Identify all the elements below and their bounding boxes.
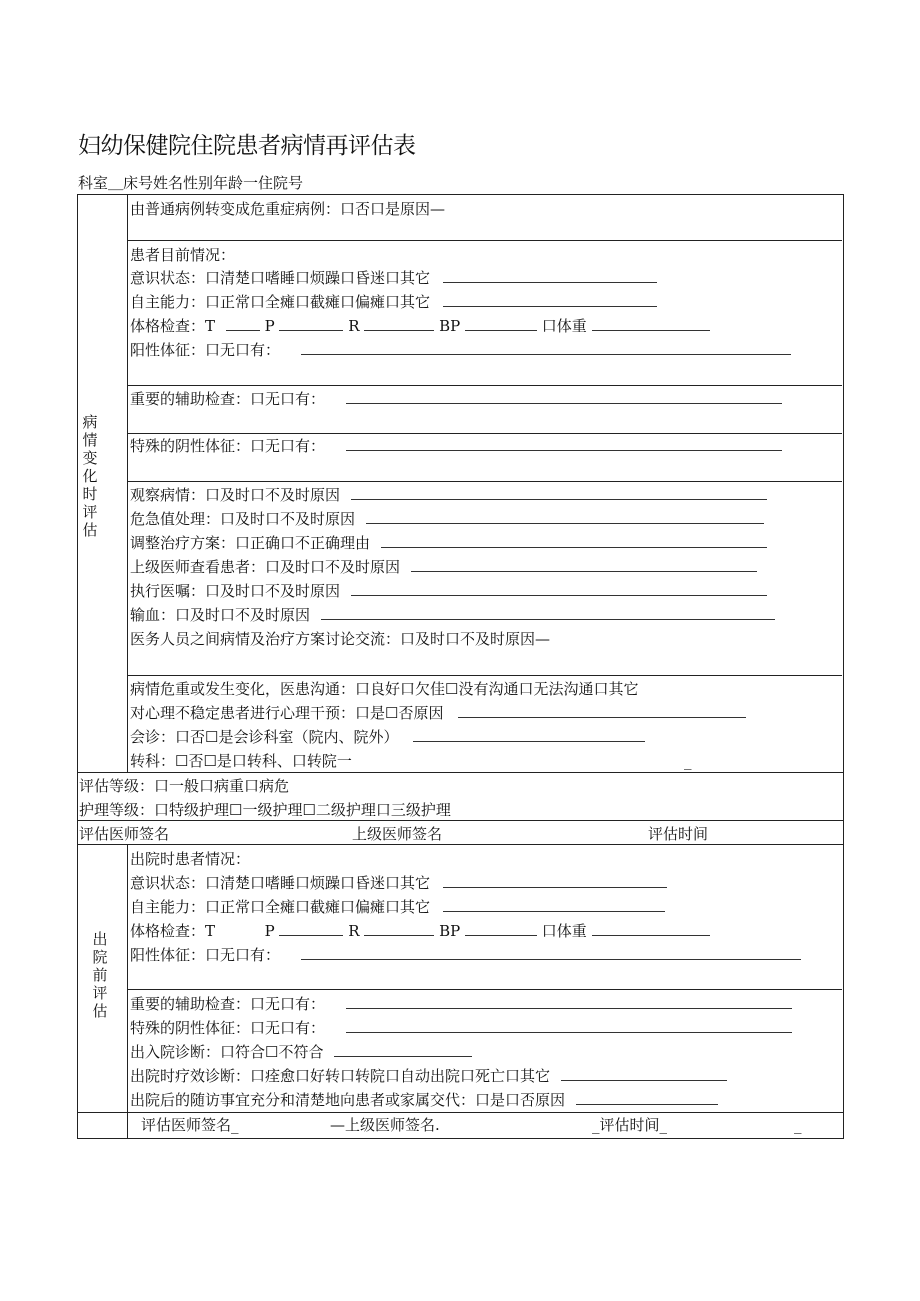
final-tail: _ (794, 1116, 802, 1134)
critical-value-blank[interactable] (366, 509, 764, 524)
exam-r-label: R (348, 317, 360, 335)
discharge-followup-text: 出院后的随访事宜充分和清楚地向患者或家属交代：口是口否原因 (130, 1091, 566, 1109)
adjust-blank[interactable] (381, 533, 767, 548)
sig-doctor: 评估医师签名 (79, 825, 170, 843)
adjust-text: 调整治疗方案：口正确口不正确理由 (130, 534, 371, 552)
discharge-consciousness-text: 意识状态：口清楚口嗜睡口烦躁口昏迷口其它 (130, 874, 431, 892)
discharge-aux-blank[interactable] (346, 994, 792, 1009)
exam-p-label: P (264, 317, 275, 335)
inpatient-eval-label: 病 情 变 化 时 评 估 (82, 413, 98, 539)
row-divider (77, 1112, 843, 1113)
orders-line (130, 581, 767, 601)
final-time: _评估时间_ (592, 1116, 668, 1134)
psych-line (130, 703, 746, 723)
transfusion-line (130, 605, 775, 625)
discharge-exam-r-blank[interactable] (364, 921, 434, 936)
senior-line (130, 557, 757, 577)
discharge-outcome-blank[interactable] (561, 1066, 727, 1081)
final-doctor-sig: 评估医师签名_ (141, 1116, 239, 1134)
aux-exam-blank[interactable] (346, 389, 782, 404)
psych-text: 对心理不稳定患者进行心理干预：口是☐否原因 (130, 704, 444, 722)
transfer-line (130, 751, 352, 771)
transfusion-text: 输血：口及时口不及时原因 (130, 606, 311, 624)
consult-line (130, 727, 645, 747)
nursing-level: 护理等级：口特级护理☐一级护理☐二级护理口三级护理 (79, 801, 451, 819)
discharge-diagnosis-blank[interactable] (334, 1042, 472, 1057)
discharge-consciousness-line (130, 873, 667, 893)
row-divider (77, 772, 843, 773)
negative-signs-text: 特殊的阴性体征：口无口有： (130, 437, 326, 455)
discussion-line: 医务人员之间病情及治疗方案讨论交流：口及时口不及时原因— (130, 630, 551, 648)
observe-blank[interactable] (351, 485, 767, 500)
critical-value-line (130, 509, 764, 529)
discharge-exam-bp-label: BP (439, 922, 461, 940)
side-column-divider (127, 194, 128, 772)
autonomy-line (130, 292, 657, 312)
discharge-positive-text: 阳性体征：口无口有： (130, 946, 281, 964)
sig-time: 评估时间 (648, 825, 709, 843)
form-title: 妇幼保健院住院患者病情再评估表 (78, 133, 416, 159)
discharge-exam-line (130, 921, 710, 941)
discharge-negative-line (130, 1018, 792, 1038)
sig-senior: 上级医师签名 (352, 825, 443, 843)
row-divider (127, 385, 842, 386)
exam-r-blank[interactable] (364, 316, 434, 331)
positive-signs-line (130, 340, 791, 360)
transfusion-blank[interactable] (321, 605, 775, 620)
discharge-negative-blank[interactable] (346, 1018, 792, 1033)
orders-text: 执行医嘱：口及时口不及时原因 (130, 582, 341, 600)
side-column-divider-2 (127, 844, 128, 1138)
exam-p-blank[interactable] (279, 316, 343, 331)
eval-level: 评估等级：口一般口病重口病危 (79, 777, 290, 795)
positive-signs-blank[interactable] (301, 340, 791, 355)
physical-exam-line (130, 316, 710, 336)
consult-blank[interactable] (413, 727, 645, 742)
exam-bp-label: BP (439, 317, 461, 335)
discharge-exam-r-label: R (348, 922, 360, 940)
negative-signs-blank[interactable] (346, 436, 782, 451)
orders-blank[interactable] (351, 581, 767, 596)
discharge-diagnosis-line (130, 1042, 472, 1062)
discharge-autonomy-blank[interactable] (443, 897, 665, 912)
discharge-exam-weight-blank[interactable] (592, 921, 710, 936)
senior-blank[interactable] (411, 557, 757, 572)
discharge-exam-p-label: P (264, 922, 275, 940)
discharge-exam-label: 体格检查：T (130, 922, 216, 940)
discharge-followup-blank[interactable] (576, 1090, 718, 1105)
discharge-exam-bp-blank[interactable] (465, 921, 537, 936)
row-divider (127, 989, 842, 990)
row-divider (77, 844, 843, 845)
row-divider (127, 433, 842, 434)
exam-t-blank[interactable] (226, 316, 260, 331)
discharge-aux-line (130, 994, 792, 1014)
discharge-title: 出院时患者情况： (130, 850, 251, 868)
aux-exam-line (130, 389, 782, 409)
discharge-exam-t-blank[interactable] (226, 921, 260, 936)
exam-bp-blank[interactable] (465, 316, 537, 331)
row-divider (77, 820, 843, 821)
consciousness-text: 意识状态：口清楚口嗜睡口烦躁口昏迷口其它 (130, 269, 431, 287)
discharge-exam-weight-label: 口体重 (541, 922, 587, 940)
adjust-line (130, 533, 767, 553)
final-senior-sig: —上级医师签名. (330, 1116, 440, 1134)
critical-transition: 由普通病例转变成危重症病例：口否口是原因— (130, 200, 446, 218)
senior-text: 上级医师查看患者：口及时口不及时原因 (130, 558, 401, 576)
transfer-tail: _ (684, 752, 692, 770)
communication-line: 病情危重或发生变化，医患沟通：口良好口欠佳☐没有沟通口无法沟通口其它 (130, 680, 639, 698)
discharge-aux-text: 重要的辅助检查：口无口有： (130, 995, 326, 1013)
exam-weight-blank[interactable] (592, 316, 710, 331)
discharge-autonomy-line (130, 897, 665, 917)
autonomy-blank[interactable] (443, 292, 657, 307)
discharge-outcome-line (130, 1066, 727, 1086)
consult-text: 会诊：口否☐是会诊科室（院内、院外） (130, 728, 399, 746)
transfer-text: 转科：☐否☐是口转科、口转院一 (130, 752, 352, 770)
aux-exam-text: 重要的辅助检查：口无口有： (130, 390, 326, 408)
status-title: 患者目前情况： (130, 246, 236, 264)
autonomy-text: 自主能力：口正常口全瘫口截瘫口偏瘫口其它 (130, 293, 431, 311)
discharge-exam-p-blank[interactable] (279, 921, 343, 936)
consciousness-line (130, 268, 657, 288)
row-divider (127, 481, 842, 482)
consciousness-blank[interactable] (443, 268, 657, 283)
discharge-consciousness-blank[interactable] (443, 873, 667, 888)
negative-signs-line (130, 436, 782, 456)
row-divider (127, 240, 842, 241)
discharge-eval-label: 出 院 前 评 估 (92, 930, 108, 1020)
psych-blank[interactable] (458, 703, 746, 718)
positive-signs-text: 阳性体征：口无口有： (130, 341, 281, 359)
observe-line (130, 485, 767, 505)
discharge-diagnosis-text: 出入院诊断：口符合☐不符合 (130, 1043, 324, 1061)
discharge-positive-line (130, 945, 801, 965)
discharge-followup-line (130, 1090, 718, 1110)
exam-label: 体格检查：T (130, 317, 216, 335)
discharge-autonomy-text: 自主能力：口正常口全瘫口截瘫口偏瘫口其它 (130, 898, 431, 916)
discharge-negative-text: 特殊的阴性体征：口无口有： (130, 1019, 326, 1037)
discharge-outcome-text: 出院时疗效诊断：口痊愈口好转口转院口自动出院口死亡口其它 (130, 1067, 551, 1085)
exam-weight-label: 口体重 (541, 317, 587, 335)
row-divider (127, 675, 842, 676)
discharge-positive-blank[interactable] (301, 945, 801, 960)
critical-value-text: 危急值处理：口及时口不及时原因 (130, 510, 356, 528)
observe-text: 观察病情：口及时口不及时原因 (130, 486, 341, 504)
patient-header: 科室＿床号姓名性别年龄一住院号 (78, 174, 304, 192)
